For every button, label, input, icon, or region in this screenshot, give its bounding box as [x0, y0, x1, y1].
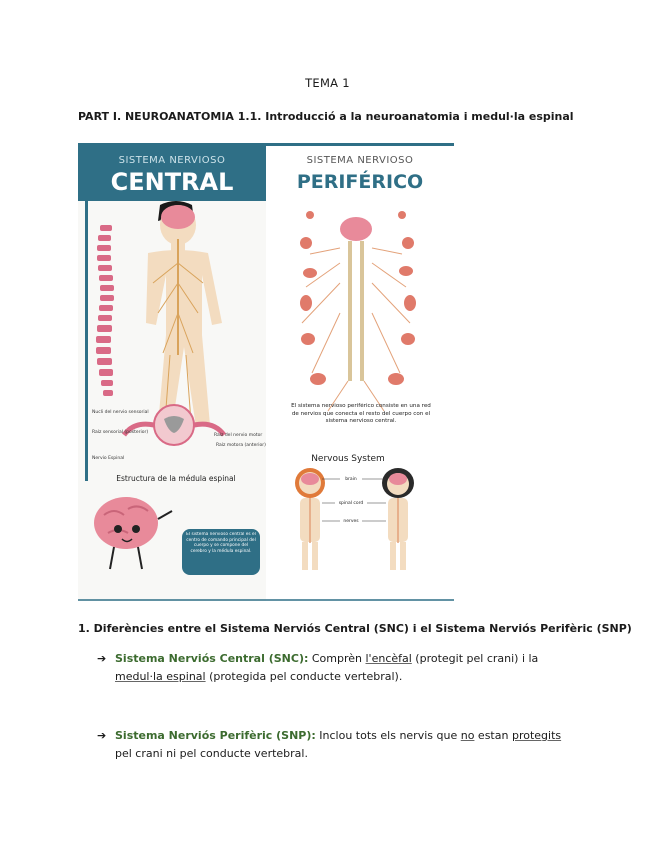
peripheral-title: PERIFÉRICO: [296, 171, 424, 193]
kids-title: Nervous System: [311, 454, 385, 464]
snc-underline-medulla: medul·la espinal: [115, 670, 206, 683]
peripheral-subtitle: SISTEMA NERVIOSO: [306, 155, 414, 166]
snp-text-3: pel crani ni pel conducte vertebral.: [115, 747, 308, 760]
spinal-caption: Estructura de la médula espinal: [116, 474, 236, 483]
snc-text-2: (protegit pel crani) i la: [411, 652, 539, 665]
part-heading: PART I. NEUROANATOMIA 1.1. Introducció a la neuroanatomia i medul·la espinal: [78, 110, 574, 123]
snp-underline-protegits: protegits: [511, 729, 562, 742]
label-raiz-posterior: Raíz sensorial (posterior): [92, 430, 149, 435]
snp-text-1: Inclou tots els nervis que: [315, 729, 461, 742]
section-heading: 1. Diferències entre el Sistema Nerviós Central (SNC) i el Sistema Nerviós Perifèric (SNP): [78, 622, 632, 635]
bullet-snp-text: [115, 727, 567, 763]
term-snp: Sistema Nerviós Perifèric (SNP):: [115, 729, 316, 742]
label-raiz-motora: Raíz del nervio motor: [214, 433, 263, 438]
kids-label-nerves: nerves: [343, 519, 359, 524]
document-title: TEMA 1: [305, 76, 350, 90]
central-title: CENTRAL: [110, 168, 234, 196]
label-nervio-espinal: Nervio Espinal: [92, 456, 125, 461]
brain-bubble-text: El sistema nervioso central es el centro de comando principal del cuerpo y se compone del cerebro y la médula espinal.: [186, 532, 256, 554]
snc-underline-encefal: l'encèfal: [365, 652, 412, 665]
bullet-snc: [97, 650, 567, 686]
brain-icon: [161, 205, 195, 229]
snc-text-1: Comprèn: [308, 652, 366, 665]
arrow-icon: ➔: [97, 652, 107, 665]
kids-label-brain: brain: [345, 477, 357, 482]
bullet-snc-text: [115, 650, 567, 686]
arrow-icon: ➔: [97, 729, 107, 742]
bullet-snp: [97, 727, 567, 763]
label-nucleo-sensorial: Nucli del nervio sensorial: [92, 410, 149, 415]
snp-text-2: estan: [474, 729, 512, 742]
label-raiz-anterior: Raíz motora (anterior): [216, 443, 266, 448]
peripheral-caption: El sistema nervioso periférico consiste en una red de nervios que conecta el resto del cuerpo con el sistema nervioso central.: [291, 403, 431, 425]
kids-label-spinal-cord: spinal cord: [338, 501, 364, 506]
snc-text-3: (protegida pel conducte vertebral).: [205, 670, 403, 683]
central-subtitle: SISTEMA NERVIOSO: [118, 155, 226, 166]
snp-underline-no: no: [460, 729, 475, 742]
nervous-system-infographic: [78, 143, 454, 601]
term-snc: Sistema Nerviós Central (SNC):: [115, 652, 309, 665]
